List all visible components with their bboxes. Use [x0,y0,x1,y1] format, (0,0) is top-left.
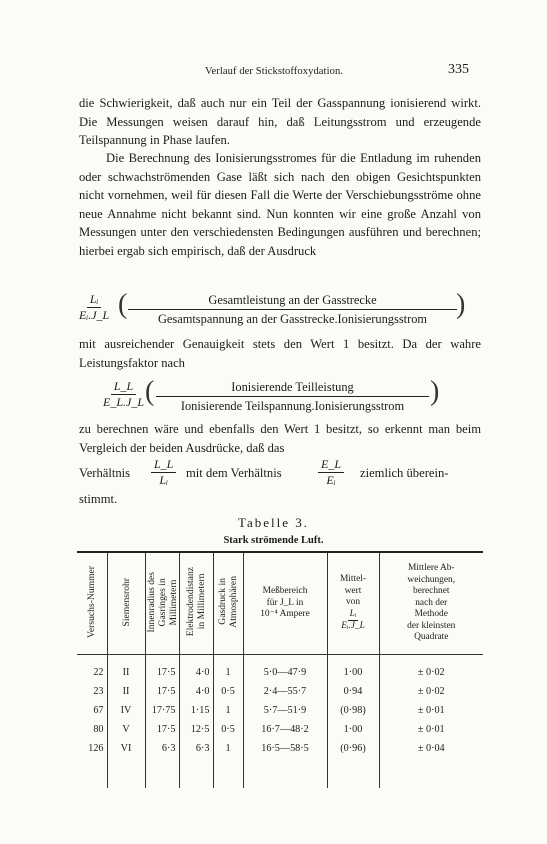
cell-innenradius: 17·75 [145,701,179,720]
table-header-row [77,552,483,654]
formula-2-fraction [156,380,429,413]
header-mittelwert: Mittel- wert von Lᵢ Eᵢ.J_L [327,552,379,654]
cell-messbereich: 5·7—51·9 [243,701,327,720]
cell-abweichung: ± 0·02 [379,682,483,701]
cell-innenradius: 17·5 [145,720,179,739]
cell-messbereich: 5·0—47·9 [243,654,327,682]
running-header [0,62,547,82]
paragraph-2: Die Berechnung des Ionisierungsstromes für die Entladung im ruhenden oder schwachströmenden Gase läßt sich nach den obigen Gesichtspunkten nicht vornehmen, weil für diesen Fall die Werte der Verschiebungsströme ohne neue Annahme nicht bekannt sind. Nun konnten wir eine große Anzahl von Messungen unter den verschiedensten Bedingungen ausführen und berechnen; hierbei ergab sich empirisch, daß der Ausdruck [79,151,481,258]
cell-versuch: 126 [88,742,104,754]
formula-2-close-paren: ) [430,376,440,407]
formula-1-denominator: Gesamtspannung an der Gasstrecke.Ionisierungsstrom [157,312,428,326]
paragraph-5: stimmt. [79,492,118,506]
cell-elektrodendistanz: 6·3 [179,739,213,758]
formula-1-open-paren: ( [118,289,128,320]
cell-siemensrohr: II [107,654,145,682]
cell-messbereich: 16·7—48·2 [243,720,327,739]
cell-abweichung: ± 0·02 [379,654,483,682]
table-row [77,654,483,682]
paragraph-4: zu berechnen wäre und ebenfalls den Wert 1 besitzt, so erkennt man beim Vergleich der beiden Ausdrücke, daß das [79,422,481,455]
cell-gasdruck: 1 [213,739,243,758]
formula-1-fraction [128,293,457,326]
table-bottom-spacer [77,758,483,788]
formula-2-open-paren: ( [145,376,155,407]
cell-gasdruck: 1 [213,701,243,720]
header-innenradius: Innenradius des Gasringes in Millimetern [145,552,179,654]
cell-innenradius: 6·3 [145,739,179,758]
formula-2-numerator: Ionisierende Teilleistung [156,380,429,397]
page-number: 335 [448,62,469,77]
cell-mittelwert: (0·96) [327,739,379,758]
paragraph-3: mit ausreichender Genauigkeit stets den Wert 1 besitzt. Da der wahre Leistungsfaktor nach [79,337,481,370]
formula-1-left-numerator: Lᵢ [87,293,102,308]
formula-2-denominator: Ionisierende Teilspannung.Ionisierungsstrom [180,399,405,413]
cell-abweichung: ± 0·01 [379,720,483,739]
running-title: Verlauf der Stickstoffoxydation. [205,66,344,77]
formula-1-numerator: Gesamtleistung an der Gasstrecke [128,293,457,310]
header-messbereich: Meßbereich für J_L in 10⁻⁴ Ampere [243,552,327,654]
formula-2-left-fraction [103,380,144,409]
cell-innenradius: 17·5 [145,654,179,682]
cell-mittelwert: 1·00 [327,654,379,682]
cell-elektrodendistanz: 1·15 [179,701,213,720]
cell-abweichung: ± 0·01 [379,701,483,720]
table-row [77,720,483,739]
cell-elektrodendistanz: 4·0 [179,682,213,701]
ratio-fraction-1-denominator: Lᵢ [159,473,168,487]
ratio-fraction-1 [151,458,176,487]
ratio-fraction-2-denominator: Eᵢ [326,473,336,487]
table-subcaption: Stark strömende Luft. [223,535,324,546]
cell-siemensrohr: IV [107,701,145,720]
cell-abweichung: ± 0·04 [379,739,483,758]
formula-1-left-denominator: Eᵢ.J_L [79,308,110,322]
formula-2-left-denominator: E_L.J_L [103,395,145,409]
header-gasdruck: Gasdruck in Atmosphären [213,552,243,654]
table-caption: Tabelle 3. [237,515,310,530]
cell-mittelwert: (0·98) [327,701,379,720]
cell-messbereich: 16·5—58·5 [243,739,327,758]
header-siemensrohr: Siemensrohr [107,552,145,654]
cell-versuch: 67 [93,704,104,716]
header-mittlere-abweichungen: Mittlere Ab- weichungen, berechnet nach der Methode der kleinsten Quadrate [379,552,483,654]
cell-innenradius: 17·5 [145,682,179,701]
header-elektrodendistanz: Elektrodendistanz in Millimetern [179,552,213,654]
ratio-fraction-2 [318,458,344,487]
cell-elektrodendistanz: 4·0 [179,654,213,682]
cell-versuch: 23 [93,685,104,697]
formula-2-left-numerator: L_L [111,380,136,395]
cell-messbereich: 2·4—55·7 [243,682,327,701]
cell-siemensrohr: V [107,720,145,739]
ratio-fraction-1-numerator: L_L [151,458,176,473]
table-row [77,682,483,701]
table-row [77,701,483,720]
cell-gasdruck: 1 [213,654,243,682]
ratio-text-2: mit dem Verhältnis [186,466,282,480]
ratio-text-3: ziemlich überein- [360,466,449,480]
formula-1-close-paren: ) [456,289,466,320]
table-row [77,739,483,758]
cell-versuch: 80 [93,723,104,735]
data-table [77,551,483,788]
cell-gasdruck: 0·5 [213,720,243,739]
cell-versuch: 22 [93,666,104,678]
formula-1-left-fraction [79,293,109,322]
cell-siemensrohr: II [107,682,145,701]
paragraph-1: die Schwierigkeit, daß auch nur ein Teil der Gasspannung ionisierend wirkt. Die Messungen weisen darauf hin, daß Leitungsstrom und erzeugende Teilspannung in Phase laufen. [79,96,481,148]
ratio-text-1: Verhältnis [79,466,131,480]
cell-elektrodendistanz: 12·5 [179,720,213,739]
header-versuchs-nummer: Versuchs-Nummer [77,552,107,654]
ratio-fraction-2-numerator: E_L [318,458,344,473]
cell-siemensrohr: VI [107,739,145,758]
cell-mittelwert: 0·94 [327,682,379,701]
cell-gasdruck: 0·5 [213,682,243,701]
cell-mittelwert: 1·00 [327,720,379,739]
